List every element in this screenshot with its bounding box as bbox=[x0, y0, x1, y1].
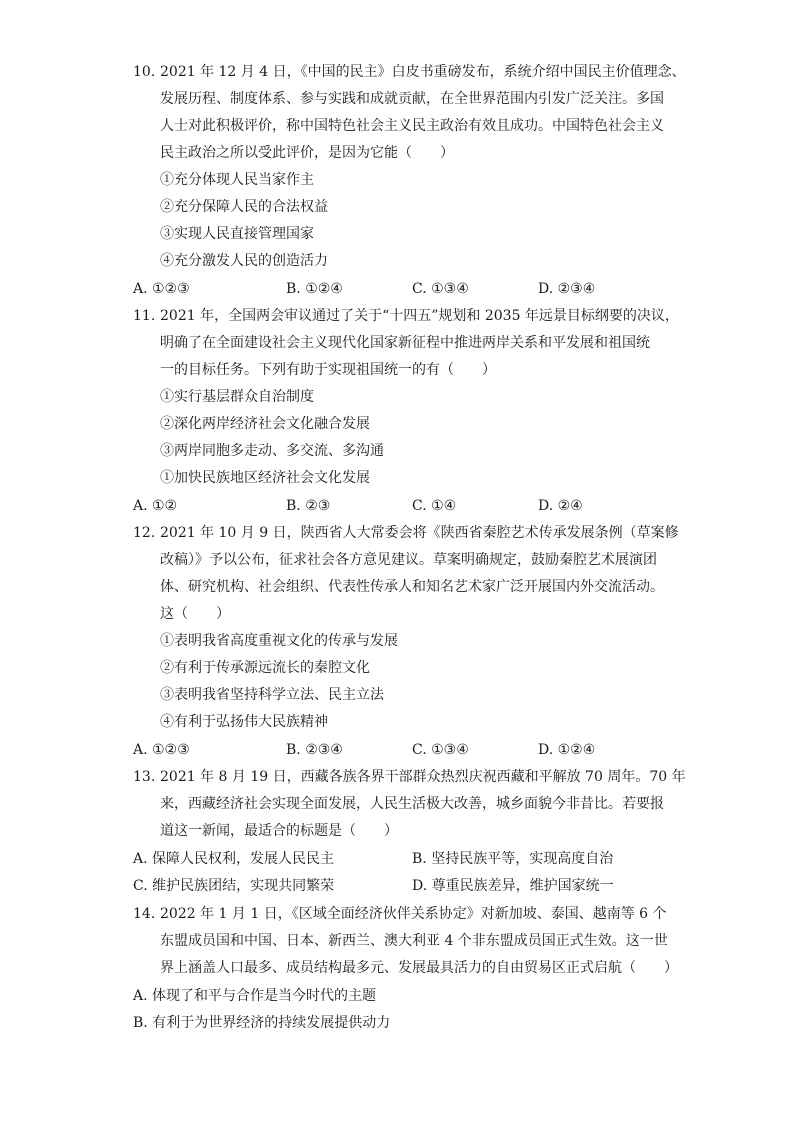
question-10-option-b[interactable]: B. ①②④ bbox=[286, 281, 343, 297]
question-11-item: ①加快民族地区经济社会文化发展 bbox=[160, 470, 370, 486]
question-12-stem-line: 这（ ） bbox=[160, 606, 230, 622]
question-12-stem-line: 2021 年 10 月 9 日，陕西省人大常委会将《陕西省秦腔艺术传承发展条例（草案修 bbox=[160, 525, 679, 541]
question-13-option-d[interactable]: D. 尊重民族差异，维护国家统一 bbox=[412, 878, 614, 894]
question-10-item: ③实现人民直接管理国家 bbox=[160, 226, 314, 242]
question-11-stem-line: 明确了在全面建设社会主义现代化国家新征程中推进两岸关系和平发展和祖国统 bbox=[160, 335, 650, 351]
question-12-item: ③表明我省坚持科学立法、民主立法 bbox=[160, 687, 384, 703]
question-13-option-a[interactable]: A. 保障人民权利，发展人民民主 bbox=[133, 851, 335, 867]
question-10-option-c[interactable]: C. ①③④ bbox=[412, 281, 469, 297]
question-11-option-d[interactable]: D. ②④ bbox=[538, 498, 583, 514]
question-12-item: ④有利于弘扬伟大民族精神 bbox=[160, 714, 328, 730]
question-10-stem-line: 人士对此积极评价，称中国特色社会主义民主政治有效且成功。中国特色社会主义 bbox=[160, 118, 664, 134]
question-10-stem-line: 发展历程、制度体系、参与实践和成就贡献，在全世界范围内引发广泛关注。多国 bbox=[160, 91, 664, 107]
question-11-item: ②深化两岸经济社会文化融合发展 bbox=[160, 416, 370, 432]
question-10-item: ④充分激发人民的创造活力 bbox=[160, 253, 328, 269]
question-10-number: 10. bbox=[133, 64, 156, 80]
question-11-option-b[interactable]: B. ②③ bbox=[286, 498, 331, 514]
question-14-number: 14. bbox=[133, 906, 156, 922]
question-13-option-b[interactable]: B. 坚持民族平等，实现高度自治 bbox=[412, 851, 614, 867]
question-12-item: ①表明我省高度重视文化的传承与发展 bbox=[160, 633, 398, 649]
question-12-option-b[interactable]: B. ②③④ bbox=[286, 742, 343, 758]
question-10-item: ①充分体现人民当家作主 bbox=[160, 172, 314, 188]
question-14-option-b[interactable]: B. 有利于为世界经济的持续发展提供动力 bbox=[133, 1015, 391, 1031]
question-12-option-d[interactable]: D. ①②④ bbox=[538, 742, 596, 758]
question-12-option-c[interactable]: C. ①③④ bbox=[412, 742, 469, 758]
question-14-stem-line: 2022 年 1 月 1 日，《区域全面经济伙伴关系协定》对新加坡、泰国、越南等 6 个 bbox=[160, 906, 667, 922]
question-10-stem-line: 民主政治之所以受此评价，是因为它能（ ） bbox=[160, 145, 454, 161]
question-10-stem-line: 2021 年 12 月 4 日，《中国的民主》白皮书重磅发布，系统介绍中国民主价值理念、 bbox=[160, 64, 686, 80]
question-11-option-a[interactable]: A. ①② bbox=[133, 498, 178, 514]
question-12-item: ②有利于传承源远流长的秦腔文化 bbox=[160, 660, 370, 676]
question-12-stem-line: 改稿）》予以公布，征求社会各方意见建议。草案明确规定，鼓励秦腔艺术展演团 bbox=[160, 552, 657, 568]
question-14-stem-line: 界上涵盖人口最多、成员结构最多元、发展最具活力的自由贸易区正式启航（ ） bbox=[160, 960, 678, 976]
question-11-number: 11. bbox=[133, 308, 156, 324]
question-12-option-a[interactable]: A. ①②③ bbox=[133, 742, 190, 758]
question-13-stem-line: 来，西藏经济社会实现全面发展，人民生活极大改善，城乡面貌今非昔比。若要报 bbox=[160, 796, 664, 812]
question-13-stem-line: 道这一新闻，最适合的标题是（ ） bbox=[160, 823, 398, 839]
question-14-stem-line: 东盟成员国和中国、日本、新西兰、澳大利亚 4 个非东盟成员国正式生效。这一世 bbox=[160, 933, 668, 949]
question-12-stem-line: 体、研究机构、社会组织、代表性传承人和知名艺术家广泛开展国内外交流活动。 bbox=[160, 579, 664, 595]
question-11-stem-line: 2021 年，全国两会审议通过了关于“十四五”规划和 2035 年远景目标纲要的决议， bbox=[160, 308, 679, 324]
question-11-stem-line: 一的目标任务。下列有助于实现祖国统一的有（ ） bbox=[160, 362, 496, 378]
question-10-item: ②充分保障人民的合法权益 bbox=[160, 199, 328, 215]
question-11-option-c[interactable]: C. ①④ bbox=[412, 498, 457, 514]
question-13-option-c[interactable]: C. 维护民族团结，实现共同繁荣 bbox=[133, 878, 335, 894]
question-10-option-a[interactable]: A. ①②③ bbox=[133, 281, 190, 297]
question-13-number: 13. bbox=[133, 769, 156, 785]
question-12-number: 12. bbox=[133, 525, 156, 541]
question-11-item: ①实行基层群众自治制度 bbox=[160, 389, 314, 405]
question-10-option-d[interactable]: D. ②③④ bbox=[538, 281, 596, 297]
question-14-option-a[interactable]: A. 体现了和平与合作是当今时代的主题 bbox=[133, 988, 377, 1004]
question-11-item: ③两岸同胞多走动、多交流、多沟通 bbox=[160, 443, 384, 459]
question-13-stem-line: 2021 年 8 月 19 日，西藏各族各界干部群众热烈庆祝西藏和平解放 70 周年。70 年 bbox=[160, 769, 686, 785]
